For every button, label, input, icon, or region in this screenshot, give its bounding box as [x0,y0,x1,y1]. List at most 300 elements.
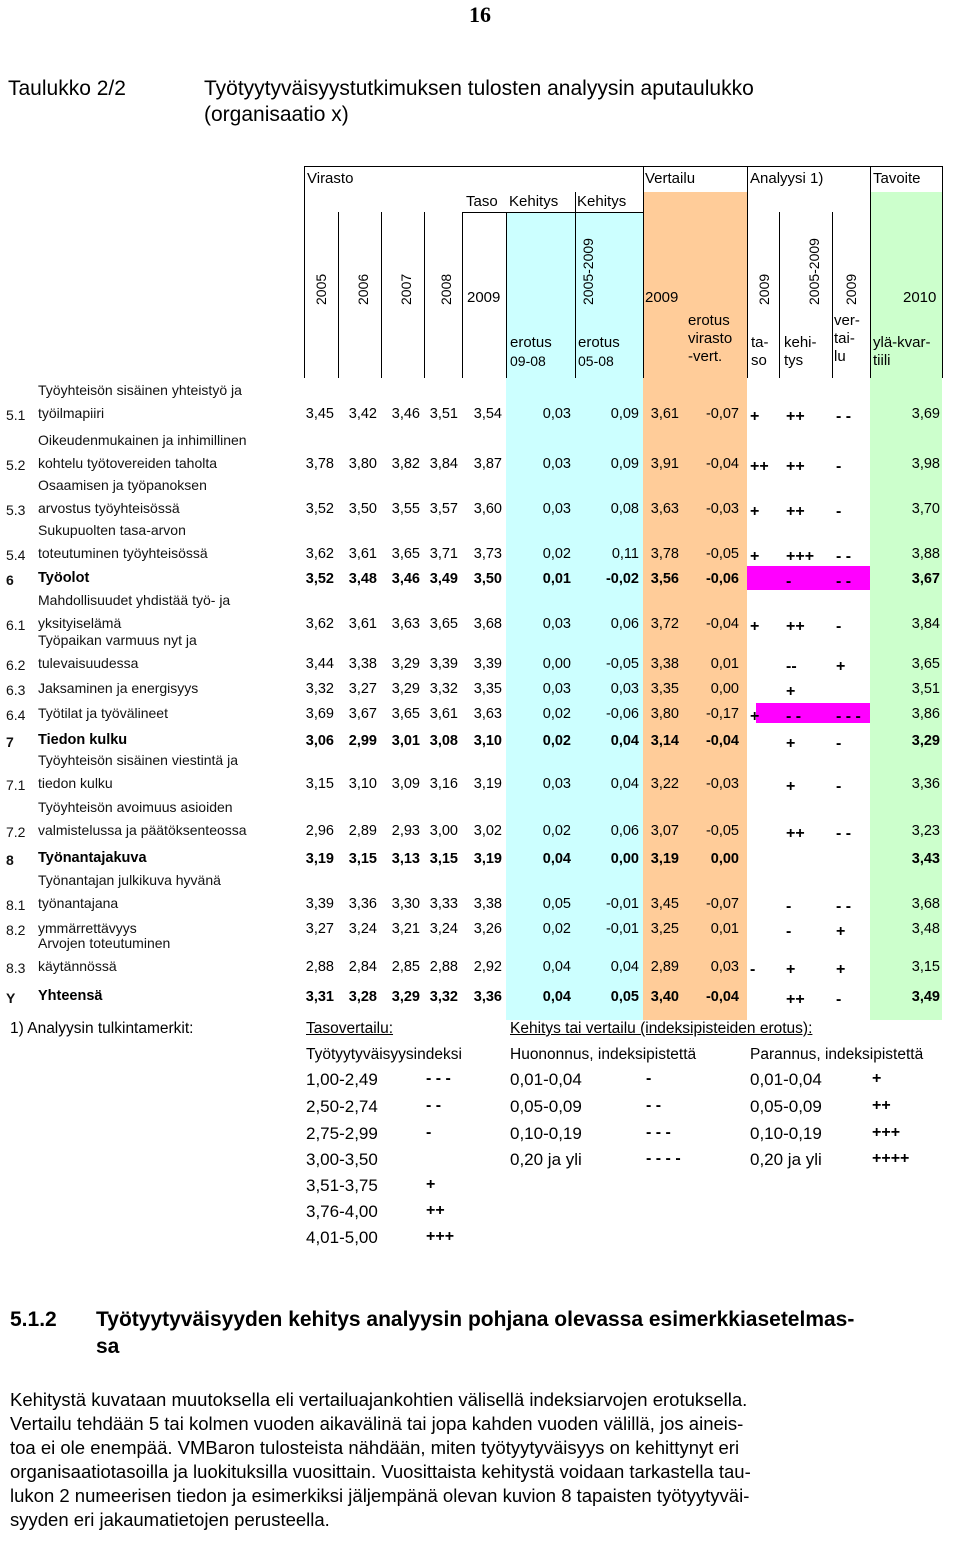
row-value: 3,09 [391,776,420,792]
row-target: 3,67 [911,571,940,587]
year-2007: 2007 [398,273,414,305]
row-value: 3,45 [305,406,334,422]
row-value: 3,33 [429,896,458,912]
legend-level-symbol: ++ [426,1202,445,1219]
row-value: 3,50 [473,571,502,587]
row-target: 3,48 [911,921,940,937]
legend-level-range: 3,00-3,50 [306,1150,378,1169]
row-value: 2,84 [348,959,377,975]
row-target: 3,70 [911,501,940,517]
row-value: 3,46 [391,406,420,422]
row-value: 0,02 [542,921,571,937]
group-vertailu: Vertailu [645,170,696,187]
row-value: 3,38 [348,656,377,672]
row-value: 3,65 [391,546,420,562]
legend-better-range: 0,10-0,19 [750,1124,822,1143]
row-value: 3,35 [473,681,502,697]
row-value: -0,04 [705,456,739,472]
row-value: 3,26 [473,921,502,937]
paragraph-line: Vertailu tehdään 5 tai kolmen vuoden aikavälinä tai jopa kahden vuoden välillä, jos aineis- [10,1413,744,1434]
row-number: Y [6,990,16,1006]
row-value: 3,46 [391,571,420,587]
row-value: -0,04 [705,989,739,1005]
legend-better-range: 0,05-0,09 [750,1097,822,1116]
legend-level-symbol: +++ [426,1228,455,1245]
row-value: 0,04 [542,959,571,975]
legend-worse-symbol: - [646,1070,652,1087]
row-value: -0,04 [705,733,739,749]
row-value: 3,45 [650,896,679,912]
legend-worse-symbol: - - - - [646,1150,681,1167]
paragraph-line: Kehitystä kuvataan muutoksella eli vertailuajankohtien välisellä indeksiarvojen erotuksella. [10,1389,748,1410]
row-value: 3,84 [429,456,458,472]
row-value: 0,08 [610,501,639,517]
row-label: tulevaisuudessa [38,655,139,671]
row-value: 3,19 [650,851,679,867]
legend-level-range: 4,01-5,00 [306,1228,378,1247]
row-label-line1: Työyhteisön sisäinen viestintä ja [38,752,238,768]
row-value: -0,06 [705,571,739,587]
table-title: Työtyytyväisyystutkimuksen tulosten analyysin aputaulukko [204,77,754,100]
row-label-line1: Arvojen toteutuminen [38,935,171,951]
analysis-kehitys: + [786,683,796,700]
row-value: 0,11 [611,546,639,562]
analysis-vertailu: + [836,961,846,978]
analysis-kehitys: ++ [786,991,805,1008]
row-value: 0,03 [542,456,571,472]
row-value: 3,16 [429,776,458,792]
row-value: 3,21 [391,921,420,937]
legend-kehitys-head: Kehitys tai vertailu (indeksipisteiden erotus): [510,1020,813,1037]
row-value: 3,08 [429,733,458,749]
row-number: 7.1 [6,777,26,793]
row-value: 0,05 [610,989,639,1005]
row-value: 3,65 [429,616,458,632]
colhead-erotus-1: erotus 09-08 [510,334,552,369]
row-number: 8 [6,852,14,868]
row-label: Työolot [38,570,90,586]
group-analyysi: Analyysi 1) [750,170,824,187]
paragraph-line: syyden eri jakaumatietojen perusteella. [10,1509,330,1530]
analysis-taso: + [750,548,760,565]
analysis-kehitys: ++ [786,408,805,425]
row-value: 3,32 [429,989,458,1005]
row-number: 6.2 [6,657,26,673]
row-value: 2,99 [348,733,377,749]
row-value: 3,91 [650,456,679,472]
legend-worse-range: 0,10-0,19 [510,1124,582,1143]
row-target: 3,51 [911,681,940,697]
legend-better-range: 0,20 ja yli [750,1150,822,1169]
row-value: 0,03 [610,681,639,697]
year-2010: 2010 [903,289,937,306]
row-label: Yhteensä [38,988,103,1004]
row-target: 3,49 [911,989,940,1005]
row-value: 0,00 [710,681,739,697]
legend-better-head: Parannus, indeksipistettä [750,1046,924,1063]
row-value: 0,09 [610,406,639,422]
row-value: 3,52 [305,571,334,587]
row-label: Tiedon kulku [38,732,128,748]
analysis-vertailu: - [836,503,842,520]
row-value: 3,38 [650,656,679,672]
analysis-vertailu: - - [836,548,852,565]
analysis-taso: + [750,503,760,520]
analysis-kehitys: +++ [786,548,815,565]
legend-level-range: 2,50-2,74 [306,1097,378,1116]
row-value: -0,03 [705,776,739,792]
row-value: 3,39 [305,896,334,912]
row-value: 0,05 [542,896,571,912]
row-value: 3,14 [650,733,679,749]
analysis-vertailu: - [836,618,842,635]
row-value: 3,10 [348,776,377,792]
analysis-kehitys: ++ [786,825,805,842]
row-value: 3,30 [391,896,420,912]
row-value: 0,00 [542,656,571,672]
row-label-line1: Työnantajan julkikuva hyvänä [38,872,221,888]
row-label-line1: Työyhteisön avoimuus asioiden [38,799,233,815]
row-value: 0,03 [542,406,571,422]
row-target: 3,43 [911,851,940,867]
row-value: 3,68 [473,616,502,632]
row-value: 3,69 [305,706,334,722]
row-value: 3,29 [391,989,420,1005]
legend-worse-symbol: - - [646,1097,662,1114]
analysis-vertailu: - - [836,573,852,590]
row-value: 2,96 [305,823,334,839]
row-label-line1: Työyhteisön sisäinen yhteistyö ja [38,382,242,398]
row-value: 3,25 [650,921,679,937]
year-2005: 2005 [313,273,329,305]
row-value: 0,03 [542,776,571,792]
row-value: 3,61 [429,706,458,722]
year-vert-2009: 2009 [645,289,679,306]
row-value: 3,55 [391,501,420,517]
section-heading-2: sa [96,1335,120,1358]
analysis-kehitys: + [786,778,796,795]
row-value: -0,01 [605,921,639,937]
row-value: 3,02 [473,823,502,839]
row-number: 6.1 [6,617,26,633]
row-value: 3,39 [429,656,458,672]
row-label-line1: Mahdollisuudet yhdistää työ- ja [38,592,231,608]
table-label: Taulukko 2/2 [8,77,126,100]
row-target: 3,23 [911,823,940,839]
year-2008: 2008 [438,273,454,305]
year-2006: 2006 [355,273,371,305]
row-value: 0,04 [542,989,571,1005]
row-value: 0,04 [610,959,639,975]
colhead-ylakvartiili: ylä-kvar- tiili [873,334,931,369]
row-value: 3,62 [305,546,334,562]
row-value: 0,02 [542,706,571,722]
row-value: 3,67 [348,706,377,722]
row-value: 3,15 [429,851,458,867]
row-value: 3,40 [650,989,679,1005]
row-value: 0,09 [610,456,639,472]
row-value: 0,02 [542,733,571,749]
legend-taso-head: Tasovertailu: [306,1020,394,1037]
legend-worse-range: 0,20 ja yli [510,1150,582,1169]
analysis-vertailu: - [836,991,842,1008]
row-number: 6.3 [6,682,26,698]
row-value: 3,35 [650,681,679,697]
legend-better-symbol: ++++ [872,1150,910,1167]
row-value: 3,32 [305,681,334,697]
row-value: 3,56 [650,571,679,587]
row-label: Jaksaminen ja energisyys [38,680,199,696]
legend-level-range: 2,75-2,99 [306,1124,378,1143]
row-value: 3,19 [473,851,502,867]
row-value: -0,07 [705,896,739,912]
row-value: 3,63 [650,501,679,517]
highlight-bar [747,566,870,590]
row-value: 0,04 [610,776,639,792]
colhead-taso: ta- so [751,334,769,369]
row-number: 7.2 [6,824,26,840]
row-value: 2,88 [305,959,334,975]
row-value: 3,15 [305,776,334,792]
row-value: 0,01 [710,656,739,672]
legend-level-symbol: - - [426,1097,442,1114]
row-value: -0,04 [705,616,739,632]
row-value: 3,29 [391,681,420,697]
analysis-vertailu: + [836,923,846,940]
row-label-line1: Osaamisen ja työpanoksen [38,477,207,493]
row-label: Työtilat ja työvälineet [38,705,168,721]
row-label: kohtelu työtovereiden taholta [38,455,218,471]
row-label: ymmärrettävyys [38,920,137,936]
row-value: -0,03 [705,501,739,517]
row-value: -0,07 [705,406,739,422]
row-value: 0,00 [610,851,639,867]
row-value: 3,36 [473,989,502,1005]
analysis-kehitys: - - [786,708,802,725]
row-value: 3,49 [429,571,458,587]
row-value: 0,04 [610,733,639,749]
legend-better-symbol: +++ [872,1124,901,1141]
row-number: 8.3 [6,960,26,976]
row-value: -0,01 [605,896,639,912]
table-subtitle: (organisaatio x) [204,103,349,126]
group-tavoite: Tavoite [873,170,921,187]
legend-worse-head: Huononnus, indeksipistettä [510,1046,697,1063]
row-label: työnantajana [38,895,119,911]
analysis-vertailu: - [836,735,842,752]
row-value: 3,78 [305,456,334,472]
row-value: 0,03 [542,501,571,517]
row-value: 3,50 [348,501,377,517]
row-value: -0,05 [705,546,739,562]
legend-level-symbol: - - - [426,1070,451,1087]
row-number: 5.2 [6,457,26,473]
row-value: 3,87 [473,456,502,472]
row-value: 3,71 [429,546,458,562]
row-value: -0,05 [605,656,639,672]
row-value: 3,27 [305,921,334,937]
analysis-vertailu: - - [836,825,852,842]
row-value: 2,89 [650,959,679,975]
sub-kehitys-2: Kehitys [577,193,627,210]
row-value: 0,01 [542,571,571,587]
row-value: 3,44 [305,656,334,672]
row-value: 3,62 [305,616,334,632]
row-target: 3,68 [911,896,940,912]
analysis-taso: ++ [750,458,769,475]
row-value: 3,54 [473,406,502,422]
sub-kehitys-1: Kehitys [509,193,559,210]
paragraph-line: organisaatiotasoilla ja luokituksilla vuosittain. Vuosittaista kehitystä voidaan tarkastella tau- [10,1461,751,1482]
analysis-kehitys: - [786,573,792,590]
row-target: 3,98 [911,456,940,472]
row-target: 3,86 [911,706,940,722]
row-value: 0,01 [710,921,739,937]
row-number: 8.2 [6,922,26,938]
row-value: 3,72 [650,616,679,632]
paragraph-line: lukon 2 numeerisen tiedon ja esimerkiksi jäljempänä olevan kuvion 8 tapaisten työtyytyväi- [10,1485,750,1506]
row-value: 3,78 [650,546,679,562]
row-value: 0,03 [710,959,739,975]
row-target: 3,29 [911,733,940,749]
analysis-vertailu: + [836,658,846,675]
row-target: 3,88 [911,546,940,562]
row-value: 3,27 [348,681,377,697]
row-value: 3,57 [429,501,458,517]
row-value: 3,19 [473,776,502,792]
row-value: 3,10 [473,733,502,749]
section-heading-1: Työtyytyväisyyden kehitys analyysin pohjana olevassa esimerkkiasetelmas- [96,1308,855,1331]
page-number: 16 [469,2,491,27]
paragraph-line: toa ei ole enempää. VMBaron tulosteista nähdään, miten työtyytyväisyys on kehittynyt eri [10,1437,740,1458]
row-value: 3,48 [348,571,377,587]
row-value: 2,89 [348,823,377,839]
legend-level-symbol: - [426,1124,432,1141]
row-value: 3,61 [348,616,377,632]
year-an-2009b: 2009 [843,273,859,305]
row-value: 3,73 [473,546,502,562]
colhead-vertailu: ver- tai- lu [834,312,860,365]
row-value: 3,13 [391,851,420,867]
row-label-line1: Sukupuolten tasa-arvon [38,522,186,538]
row-value: 3,42 [348,406,377,422]
row-label: työilmapiiri [38,405,105,421]
row-value: 3,15 [348,851,377,867]
row-label: Työnantajakuva [38,850,147,866]
row-number: 8.1 [6,897,26,913]
row-target: 3,15 [911,959,940,975]
row-value: 3,06 [305,733,334,749]
row-value: 3,80 [650,706,679,722]
row-value: 0,06 [610,823,639,839]
row-value: 0,04 [542,851,571,867]
row-value: -0,17 [705,706,739,722]
analysis-kehitys: ++ [786,458,805,475]
row-value: -0,02 [605,571,639,587]
row-value: 3,51 [429,406,458,422]
row-value: 2,92 [473,959,502,975]
legend-better-range: 0,01-0,04 [750,1070,822,1089]
row-value: 3,24 [348,921,377,937]
row-value: 3,28 [348,989,377,1005]
analysis-kehitys: ++ [786,503,805,520]
row-value: 3,31 [305,989,334,1005]
row-value: 3,32 [429,681,458,697]
sub-taso: Taso [466,193,498,210]
year-range-1: 2005-2009 [580,238,596,305]
row-label: tiedon kulku [38,775,113,791]
row-value: 3,63 [391,616,420,632]
row-value: 2,88 [429,959,458,975]
row-target: 3,69 [911,406,940,422]
row-value: 3,39 [473,656,502,672]
legend-level-symbol: + [426,1176,436,1193]
analysis-kehitys: - [786,898,792,915]
legend-worse-symbol: - - - [646,1124,671,1141]
row-value: 3,29 [391,656,420,672]
row-value: 3,61 [650,406,679,422]
row-number: 7 [6,734,14,750]
row-value: 3,63 [473,706,502,722]
row-label-line1: Oikeudenmukainen ja inhimillinen [38,432,247,448]
year-2009: 2009 [467,289,501,306]
row-value: 0,02 [542,823,571,839]
row-label: toteutuminen työyhteisössä [38,545,208,561]
row-value: 3,38 [473,896,502,912]
row-value: -0,06 [605,706,639,722]
row-label: valmistelussa ja päätöksenteossa [38,822,247,838]
row-value: 3,07 [650,823,679,839]
row-target: 3,36 [911,776,940,792]
colhead-erotus-2: erotus 05-08 [578,334,620,369]
row-value: 3,24 [429,921,458,937]
colhead-erotus-3: erotus virasto -vert. [688,312,733,365]
row-value: 3,36 [348,896,377,912]
analysis-vertailu: - [836,778,842,795]
row-value: 3,19 [305,851,334,867]
row-value: 0,00 [710,851,739,867]
row-target: 3,84 [911,616,940,632]
row-label-line1: Työpaikan varmuus nyt ja [38,632,197,648]
row-number: 5.3 [6,502,26,518]
row-value: -0,05 [705,823,739,839]
analysis-kehitys: + [786,961,796,978]
analysis-kehitys: - [786,923,792,940]
row-label: arvostus työyhteisössä [38,500,180,516]
row-value: 3,22 [650,776,679,792]
row-value: 3,60 [473,501,502,517]
row-value: 0,03 [542,616,571,632]
row-label: yksityiselämä [38,615,122,631]
colhead-kehitys: kehi- tys [784,334,817,369]
analysis-taso: + [750,618,760,635]
section-number: 5.1.2 [10,1308,57,1331]
legend-index-head: Työtyytyväisyysindeksi [306,1046,462,1063]
row-value: 3,80 [348,456,377,472]
row-value: 2,93 [391,823,420,839]
legend-level-range: 3,51-3,75 [306,1176,378,1195]
analysis-taso: - [750,961,756,978]
row-value: 2,85 [391,959,420,975]
row-value: 3,82 [391,456,420,472]
row-number: 5.1 [6,407,26,423]
analysis-vertailu: - - - [836,708,861,725]
row-value: 0,06 [610,616,639,632]
row-value: 3,52 [305,501,334,517]
analysis-kehitys: + [786,735,796,752]
row-number: 6.4 [6,707,26,723]
row-value: 3,61 [348,546,377,562]
